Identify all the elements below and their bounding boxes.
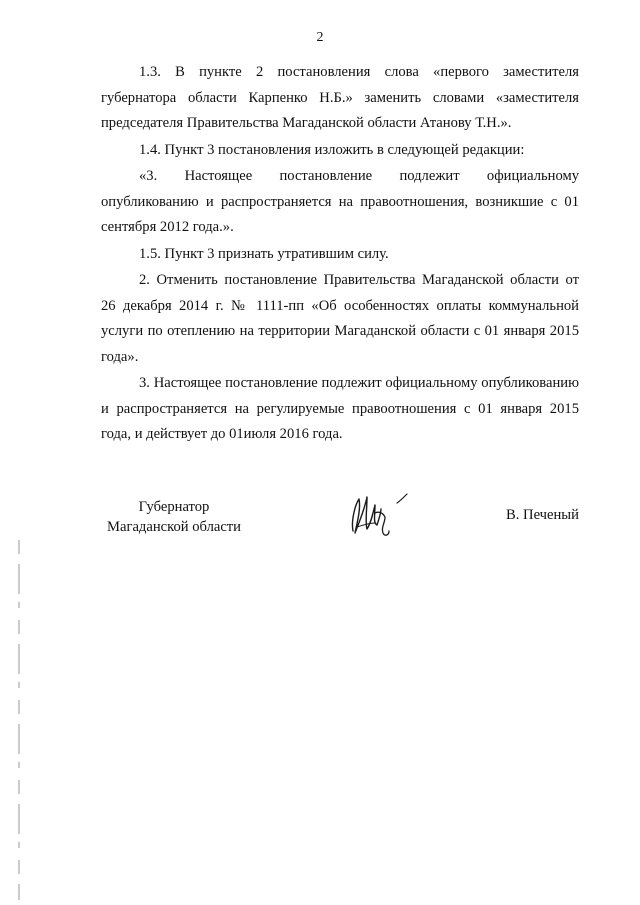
document-body (101, 60, 579, 448)
paragraph-quoted-3: «3. Настоящее постановление подлежит официальному опубликованию и распространяется на правоотношения, возникшие с 01 сентября 2012 года.». (101, 168, 579, 235)
handwritten-signature (345, 483, 415, 541)
signatory-title (104, 497, 244, 537)
paragraph-1-3: 1.3. В пункте 2 постановления слова «первого заместителя губернатора области Карпенко Н.Б.» заменить словами «заместителя председателя Правительства Магаданской области Атанову Т.Н.». (101, 64, 579, 131)
signatory-name: В. Печеный (506, 507, 579, 523)
paragraph-1-5: 1.5. Пункт 3 признать утратившим силу. (139, 245, 389, 262)
paragraph-1-4: 1.4. Пункт 3 постановления изложить в следующей редакции: (139, 141, 525, 158)
paragraph-3: 3. Настоящее постановление подлежит официальному опубликованию и распространяется на регулируемые правоотношения с 01 января 2015 года, и действует до 01июля 2016 года. (101, 375, 579, 442)
signatory-title-line1: Губернатор (138, 499, 210, 515)
scan-margin-artifact (18, 540, 20, 900)
paragraph-2: 2. Отменить постановление Правительства Магаданской области от 26 декабря 2014 г. № 1111-пп «Об особенностях оплаты коммунальной услуги по отеплению на территории Магаданской области с 01 января 2015 года». (101, 272, 579, 365)
page-number: 2 (316, 30, 324, 45)
signatory-title-line2: Магаданской области (107, 519, 241, 535)
